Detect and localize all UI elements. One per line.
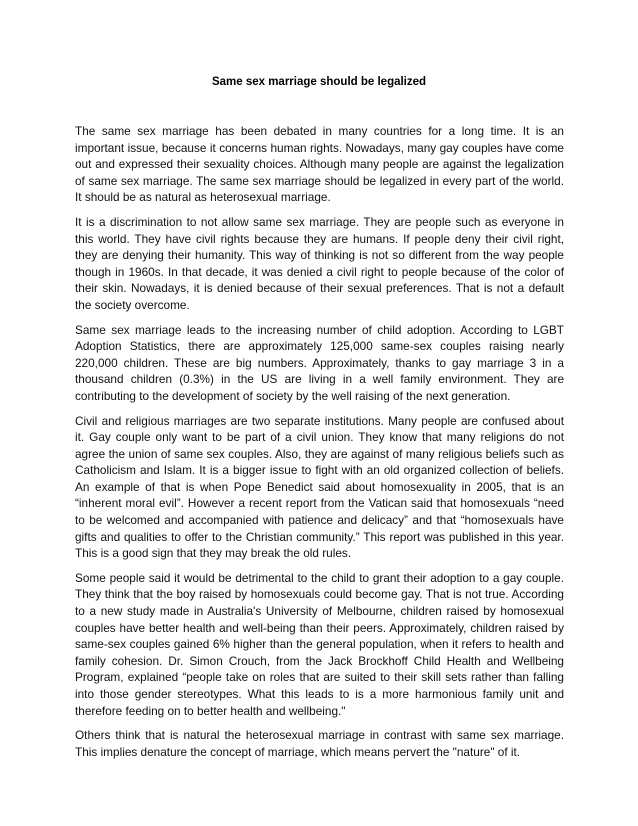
paragraph-counterargument: Some people said it would be detrimental to the child to grant their adoption to a gay couple. They think that the boy raised by homosexuals could become gay. That is not true. According to a new study made in Australia's University of Melbourne, children raised by homosexual couples have better health and well-being than their peers. Approximately, children raised by same-sex couples gained 6% higher than the general population, when it refers to health and family cohesion. Dr. Simon Crouch, from the Jack Brockhoff Child Health and Wellbeing Program, explained “people take on roles that are suited to their skill sets rather than falling into those gender stereotypes. What this leads to is a more harmonious family unit and therefore feeding on to better health and wellbeing." [75,570,564,718]
paragraph-introduction: The same sex marriage has been debated in many countries for a long time. It is an important issue, because it concerns human rights. Nowadays, many gay couples have come out and expressed their sexuality choices. Although many people are against the legalization of same sex marriage. The same sex marriage should be legalized in every part of the world. It should be as natural as heterosexual marriage. [75,124,564,205]
paragraph-nature-argument: Others think that is natural the heterosexual marriage in contrast with same sex marriage. This implies denature the concept of marriage, which means pervert the "nature" of it. [75,728,564,759]
document-body [75,123,564,768]
paragraph-child-adoption: Same sex marriage leads to the increasing number of child adoption. According to LGBT Adoption Statistics, there are approximately 125,000 same-sex couples raising nearly 220,000 children. These are big numbers. Approximately, thanks to gay marriage 3 in a thousand children (0.3%) in the US are living in a well family environment. They are contributing to the development of society by the well raising of the next generation. [75,322,564,403]
paragraph-discrimination: It is a discrimination to not allow same sex marriage. They are people such as everyone in this world. They have civil rights because they are humans. If people deny their civil right, they are denying their humanity. This way of thinking is not so different from the way people though in 1960s. In that decade, it was denied a civil right to people because of the color of their skin. Nowadays, it is denied because of their sexual preferences. That is not a default the society overcome. [75,214,564,312]
paragraph-civil-religious: Civil and religious marriages are two separate institutions. Many people are confused about it. Gay couple only want to be part of a civil union. They know that many religions do not agree the union of same sex couples. Also, they are against of many religious beliefs such as Catholicism and Islam. It is a bigger issue to fight with an old organized collection of beliefs. An example of that is when Pope Benedict said about homosexuality in 2005, that is an “inherent moral evil”. However a recent report from the Vatican said that homosexuals “need to be welcomed and accompanied with patience and delicacy” and that “homosexuals have gifts and qualities to offer to the Christian community.” This report was published in this year. This is a good sign that they may break the old rules. [75,413,564,561]
document-title: Same sex marriage should be legalized [211,76,427,88]
